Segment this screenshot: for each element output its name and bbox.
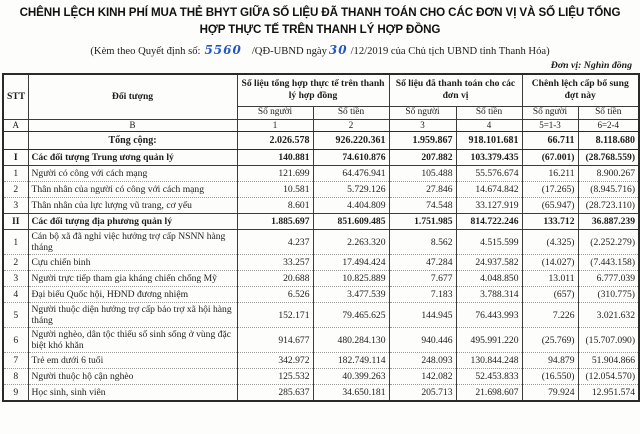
header-sub-money-1: Số tiền: [313, 107, 389, 120]
cell-actual-people: 125.532: [237, 369, 313, 385]
cell-paid-people: 8.562: [389, 230, 456, 255]
cell-diff-money: (310.775): [578, 287, 639, 303]
table-row: [3, 271, 639, 287]
cell-diff-people: 79.924: [522, 385, 578, 401]
cell-diff-money: (2.252.279): [578, 230, 639, 255]
cell-diff-money: (28.723.110): [578, 198, 639, 214]
unit-note: Đơn vị: Nghìn đồng: [550, 59, 632, 71]
row-label: Người thuộc diện hưởng trợ cấp bảo trợ xã hội hàng tháng: [28, 303, 237, 328]
header-group-difference: Chênh lệch cấp bổ sung đợt này: [522, 74, 639, 107]
cell-actual-money: 4.404.809: [313, 198, 389, 214]
header-group-actual: Số liệu tổng hợp thực tế trên thanh lý hợp đồng: [237, 74, 389, 107]
cell-actual-money: 480.284.130: [313, 328, 389, 353]
cell-diff-people: 13.011: [522, 271, 578, 287]
cell-actual-people: 121.699: [237, 166, 313, 182]
table-row: [3, 166, 639, 182]
cell-paid-people: 7.183: [389, 287, 456, 303]
code-cell-2: 2: [313, 120, 389, 132]
cell-paid-money: 24.937.582: [456, 255, 522, 271]
cell-paid-people: 27.846: [389, 182, 456, 198]
header-sub-people-1: Số người: [237, 107, 313, 120]
document-title-line2: HỢP THỰC TẾ TRÊN THANH LÝ HỢP ĐỒNG: [199, 22, 441, 36]
cell-paid-money: 918.101.681: [456, 132, 522, 150]
subtitle-middle: /QĐ-UBND ngày: [251, 45, 327, 57]
row-stt: 5: [3, 303, 28, 328]
cell-paid-money: 21.698.607: [456, 385, 522, 401]
cell-paid-people: 144.945: [389, 303, 456, 328]
row-stt: 3: [3, 271, 28, 287]
table-body: [3, 132, 639, 401]
cell-diff-money: 6.777.039: [578, 271, 639, 287]
row-label: Người trực tiếp tham gia kháng chiến chống Mỹ: [28, 271, 237, 287]
cell-actual-people: 4.237: [237, 230, 313, 255]
subtitle-suffix: /12/2019 của Chủ tịch UBND tỉnh Thanh Hóa): [350, 45, 550, 57]
table-row: [3, 287, 639, 303]
cell-paid-money: 3.788.314: [456, 287, 522, 303]
cell-actual-money: 34.650.181: [313, 385, 389, 401]
code-cell-3: 3: [389, 120, 456, 132]
cell-actual-people: 8.601: [237, 198, 313, 214]
cell-actual-people: 152.171: [237, 303, 313, 328]
cell-diff-people: (14.027): [522, 255, 578, 271]
cell-actual-money: 74.610.876: [313, 150, 389, 166]
cell-diff-people: (657): [522, 287, 578, 303]
row-label: Thân nhân của lực lượng vũ trang, cơ yếu: [28, 198, 237, 214]
cell-paid-people: 74.548: [389, 198, 456, 214]
cell-actual-people: 285.637: [237, 385, 313, 401]
row-stt: 7: [3, 353, 28, 369]
table-row: [3, 182, 639, 198]
cell-diff-money: (8.945.716): [578, 182, 639, 198]
cell-actual-money: 79.465.625: [313, 303, 389, 328]
cell-actual-people: 20.688: [237, 271, 313, 287]
row-stt: 8: [3, 369, 28, 385]
row-stt: 2: [3, 182, 28, 198]
cell-diff-money: 36.887.239: [578, 214, 639, 230]
cell-paid-money: 33.127.919: [456, 198, 522, 214]
cell-paid-people: 142.082: [389, 369, 456, 385]
cell-diff-people: (65.947): [522, 198, 578, 214]
cell-paid-money: 4.048.850: [456, 271, 522, 287]
cell-actual-money: 40.399.263: [313, 369, 389, 385]
cell-actual-money: 10.825.889: [313, 271, 389, 287]
row-label: Trẻ em dưới 6 tuổi: [28, 353, 237, 369]
cell-actual-people: 33.257: [237, 255, 313, 271]
table-row: [3, 150, 639, 166]
cell-paid-people: 1.751.985: [389, 214, 456, 230]
cell-diff-money: (12.054.570): [578, 369, 639, 385]
cell-paid-money: 55.576.674: [456, 166, 522, 182]
handwritten-day: 30: [328, 42, 348, 57]
cell-diff-money: 8.900.267: [578, 166, 639, 182]
header-subject: Đối tượng: [28, 74, 237, 120]
table-row: [3, 353, 639, 369]
cell-diff-money: 12.951.574: [578, 385, 639, 401]
cell-actual-people: 1.885.697: [237, 214, 313, 230]
table-row: [3, 214, 639, 230]
table-row: [3, 132, 639, 150]
cell-paid-money: 814.722.246: [456, 214, 522, 230]
cell-diff-people: 133.712: [522, 214, 578, 230]
row-stt: 2: [3, 255, 28, 271]
subtitle-prefix: (Kèm theo Quyết định số:: [90, 45, 201, 57]
cell-paid-people: 105.488: [389, 166, 456, 182]
code-cell-5: 5=1-3: [522, 120, 578, 132]
cell-actual-money: 3.477.539: [313, 287, 389, 303]
cell-actual-money: 926.220.361: [313, 132, 389, 150]
row-stt: I: [3, 150, 28, 166]
cell-actual-money: 64.476.941: [313, 166, 389, 182]
document-title-line1: CHÊNH LỆCH KINH PHÍ MUA THẺ BHYT GIỮA SỐ LIỆU ĐÃ THANH TOÁN CHO CÁC ĐƠN VỊ VÀ SỐ LIỆU TỔNG: [19, 6, 621, 19]
cell-actual-people: 6.526: [237, 287, 313, 303]
code-cell-b: B: [28, 120, 237, 132]
cell-actual-people: 2.026.578: [237, 132, 313, 150]
table-row: [3, 303, 639, 328]
cell-paid-money: 52.453.833: [456, 369, 522, 385]
row-stt: 9: [3, 385, 28, 401]
code-cell-a: A: [3, 120, 28, 132]
row-label: Người có công với cách mạng: [28, 166, 237, 182]
table-row: [3, 198, 639, 214]
cell-diff-money: (7.443.158): [578, 255, 639, 271]
cell-actual-people: 342.972: [237, 353, 313, 369]
table-row: [3, 385, 639, 401]
row-stt: 3: [3, 198, 28, 214]
cell-actual-money: 2.263.320: [313, 230, 389, 255]
cell-actual-people: 914.677: [237, 328, 313, 353]
cell-paid-people: 7.677: [389, 271, 456, 287]
cell-paid-people: 207.882: [389, 150, 456, 166]
row-label: Đại biểu Quốc hội, HĐND đương nhiệm: [28, 287, 237, 303]
cell-actual-people: 140.881: [237, 150, 313, 166]
handwritten-decision-number: 5560: [204, 42, 242, 57]
code-cell-6: 6=2-4: [578, 120, 639, 132]
header-stt: STT: [3, 74, 28, 120]
table-row: [3, 369, 639, 385]
row-label: Người thuộc hộ cận nghèo: [28, 369, 237, 385]
cell-paid-money: 14.674.842: [456, 182, 522, 198]
cell-diff-people: (16.550): [522, 369, 578, 385]
cell-paid-money: 130.844.248: [456, 353, 522, 369]
cell-paid-people: 1.959.867: [389, 132, 456, 150]
row-stt: 6: [3, 328, 28, 353]
row-label: Học sinh, sinh viên: [28, 385, 237, 401]
cell-actual-money: 851.609.485: [313, 214, 389, 230]
row-label: Các đối tượng địa phương quản lý: [28, 214, 237, 230]
cell-diff-money: 3.021.632: [578, 303, 639, 328]
cell-paid-money: 495.991.220: [456, 328, 522, 353]
row-stt: 4: [3, 287, 28, 303]
cell-paid-people: 47.284: [389, 255, 456, 271]
cell-paid-money: 103.379.435: [456, 150, 522, 166]
cell-paid-money: 4.515.599: [456, 230, 522, 255]
cell-diff-money: (15.707.090): [578, 328, 639, 353]
row-label: Tổng cộng:: [28, 132, 237, 150]
row-stt: 1: [3, 230, 28, 255]
cell-diff-people: (67.001): [522, 150, 578, 166]
code-cell-1: 1: [237, 120, 313, 132]
table-header: [3, 74, 639, 132]
cell-diff-people: 16.211: [522, 166, 578, 182]
cell-diff-money: (28.768.559): [578, 150, 639, 166]
header-sub-money-3: Số tiền: [578, 107, 639, 120]
cell-actual-money: 5.729.126: [313, 182, 389, 198]
header-sub-people-2: Số người: [389, 107, 456, 120]
cell-diff-people: 66.711: [522, 132, 578, 150]
header-sub-people-3: Số người: [522, 107, 578, 120]
cell-diff-people: 94.879: [522, 353, 578, 369]
row-label: Các đối tượng Trung ương quản lý: [28, 150, 237, 166]
cell-diff-money: 51.904.866: [578, 353, 639, 369]
cell-paid-people: 205.713: [389, 385, 456, 401]
cell-paid-people: 248.093: [389, 353, 456, 369]
cell-diff-people: (4.325): [522, 230, 578, 255]
document-subtitle: [0, 43, 640, 57]
table-row: [3, 328, 639, 353]
code-cell-4: 4: [456, 120, 522, 132]
cell-paid-people: 940.446: [389, 328, 456, 353]
cell-actual-money: 182.749.114: [313, 353, 389, 369]
row-stt: II: [3, 214, 28, 230]
table-row: [3, 255, 639, 271]
document-title: [0, 5, 640, 39]
row-label: Cán bộ xã đã nghỉ việc hưởng trợ cấp NSNN hàng tháng: [28, 230, 237, 255]
table-row: [3, 230, 639, 255]
cell-actual-money: 17.494.424: [313, 255, 389, 271]
cell-diff-people: (25.769): [522, 328, 578, 353]
row-label: Cựu chiến binh: [28, 255, 237, 271]
row-label: Thân nhân của người có công với cách mạng: [28, 182, 237, 198]
cell-paid-money: 76.443.993: [456, 303, 522, 328]
cell-diff-people: (17.265): [522, 182, 578, 198]
cell-actual-people: 10.581: [237, 182, 313, 198]
cell-diff-money: 8.118.680: [578, 132, 639, 150]
row-stt: [3, 132, 28, 150]
row-stt: 1: [3, 166, 28, 182]
header-sub-money-2: Số tiền: [456, 107, 522, 120]
comparison-table: [2, 73, 640, 402]
header-group-paid: Số liệu đã thanh toán cho các đơn vị: [389, 74, 522, 107]
row-label: Người nghèo, dân tộc thiểu số sinh sống ở vùng đặc biệt khó khăn: [28, 328, 237, 353]
cell-diff-people: 7.226: [522, 303, 578, 328]
